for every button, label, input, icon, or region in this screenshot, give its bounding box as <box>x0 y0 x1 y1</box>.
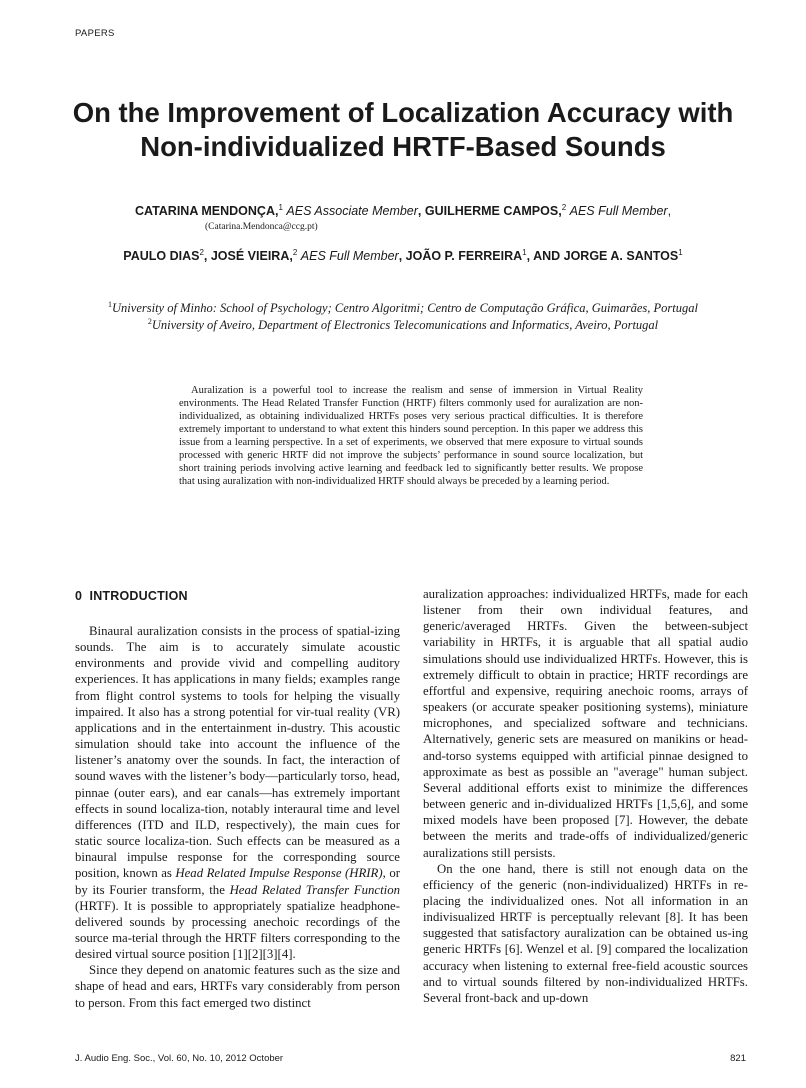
body-text: , or by its Fourier transform, the <box>75 866 400 897</box>
membership-label: AES Full Member <box>300 249 399 264</box>
journal-citation: J. Audio Eng. Soc., Vol. 60, No. 10, 2012 October <box>75 1053 284 1064</box>
paper-title-line-2: Non-individualized HRTF-Based Sounds <box>140 131 666 162</box>
affiliation-mark: 2 <box>561 203 567 212</box>
body-text: (HRTF). It is possible to appropriately spatialize headphone-delivered sounds by processing anechoic recordings of the source ma-terial through the HRTF filters corresponding to the desired virtual source position [1][2][3][4]. <box>75 898 400 962</box>
separator: , <box>667 204 672 219</box>
section-title: INTRODUCTION <box>89 589 188 603</box>
paper-title-line-1: On the Improvement of Localization Accuracy with <box>72 97 734 128</box>
author-line-1 <box>20 203 786 218</box>
affiliation-text: University of Aveiro, Department of Electronics Telecomunications and Informatics, Aveiro, Portugal <box>151 318 659 333</box>
affiliation-mark: 1 <box>278 203 283 212</box>
running-header: PAPERS <box>75 28 115 39</box>
page-number: 821 <box>730 1053 746 1064</box>
emphasis-term: Head Related Impulse Response (HRIR) <box>175 866 383 881</box>
paragraph: auralization approaches: individualized HRTFs, made for each listener from their own individual features, and generic/averaged HRTFs. Given the between-subject variability in HRTFs, it is arguable that all spatial audio simulations should use individualized HRTFs. However, this is extremely difficult to obtain in practice; HRTF recordings are effortful and expensive, requiring anechoic rooms, arrays of speakers (or accurate speaker positioning systems), miniature microphones, and specialized software and technicians. Alternatively, generic sets are measured on manikins or head-and-torso systems equipped with artificial pinnae designed to approximate as best as possible an "average" human subject. Several additional efforts exist to minimize the differences between generic and in-dividualized HRTFs [1,5,6], and some mixed models have been proposed [7]. However, the debate between the merits and trade-offs of individualized/generic auralizations still persists. <box>423 587 748 860</box>
section-number: 0 <box>75 589 83 603</box>
section-heading <box>75 589 188 603</box>
author-email: (Catarina.Mendonca@ccg.pt) <box>205 222 318 232</box>
right-column <box>423 586 748 1006</box>
membership-label: AES Associate Member <box>286 204 418 219</box>
paragraph: Since they depend on anatomic features such as the size and shape of head and ears, HRTFs vary considerably from person to person. From this fact emerged two distinct <box>75 963 400 1010</box>
author-name: PAULO DIAS <box>123 249 200 264</box>
abstract: Auralization is a powerful tool to increase the realism and sense of immersion in Virtual Reality environments. The Head Related Transfer Function (HRTF) filters commonly used for auralization are non-individualized, as obtaining individualized HRTFs poses very serious practical difficulties. It is therefore extremely important to understand to what extent this hinders sound perception. In this paper we address this issue from a learning perspective. In a set of experiments, we observed that mere exposure to virtual sounds processed with generic HRTF did not improve the subjects’ performance in sound source localization, but short training periods involving active learning and feedback led to significantly better results. We propose that using auralization with non-individualized HRTF should always be preceded by a learning period. <box>179 385 643 488</box>
affiliation-mark: 1 <box>108 300 113 309</box>
affiliation-mark: 2 <box>199 248 204 257</box>
affiliation-mark: 1 <box>678 248 683 257</box>
affiliation-mark: 2 <box>147 317 152 326</box>
left-column <box>75 623 400 1011</box>
affiliation-text: University of Minho: School of Psychology; Centro Algoritmi; Centro de Computação Gráfica, Guimarães, Portugal <box>112 301 698 316</box>
author-line-2 <box>20 248 786 263</box>
author-name: CATARINA MENDONÇA, <box>134 204 279 219</box>
author-name: , JOÃO P. FERREIRA <box>398 249 523 264</box>
emphasis-term: Head Related Transfer Function <box>229 882 400 897</box>
affiliation-mark: 1 <box>522 248 527 257</box>
membership-label: AES Full Member <box>569 204 668 219</box>
affiliation-mark: 2 <box>292 248 298 257</box>
affiliation-2 <box>60 313 746 334</box>
body-text: Binaural auralization consists in the process of spatial-izing sounds. The aim is to accurately simulate acoustic environments and provide vivid and compelling auditory experiences. It has applications in many fields; examples range from flight control systems to tools for helping the visually impaired. It also has a strong potential for vir-tual reality (VR) applications and in the entertainment in-dustry. This acoustic simulation should take into account the influence of the listener’s anatomy over the sounds. In fact, the interaction of sound waves with the listener’s body—particularly torso, head, pinnae (outer ears), and ear canals—has extremely important effects in sound localiza-tion, notably interaural time and level differences (ITD and ILD, respectively), the main cues for static source localiza-tion. Such effects can be measured as a binaural impulse response for the corresponding source position, known as <box>75 624 400 881</box>
author-name: , AND JORGE A. SANTOS <box>526 249 679 264</box>
author-name: , GUILHERME CAMPOS, <box>417 204 562 219</box>
paragraph <box>75 623 400 962</box>
paragraph: On the one hand, there is still not enough data on the efficiency of the generic (non-individualized) HRTFs in re-placing the individualized ones. Not all information in an indivisualized HRTF is perceptually relevant [8]. It has been suggested that satisfactory auralization can be obtained us-ing generic HRTFs [6]. Wenzel et al. [9] compared the localization accuracy when listening to external free-field acoustic sources and to virtual sounds filtered by non-individualized HRTFs. Several front-back and up-down <box>423 861 748 1005</box>
author-name: , JOSÉ VIEIRA, <box>203 249 293 264</box>
